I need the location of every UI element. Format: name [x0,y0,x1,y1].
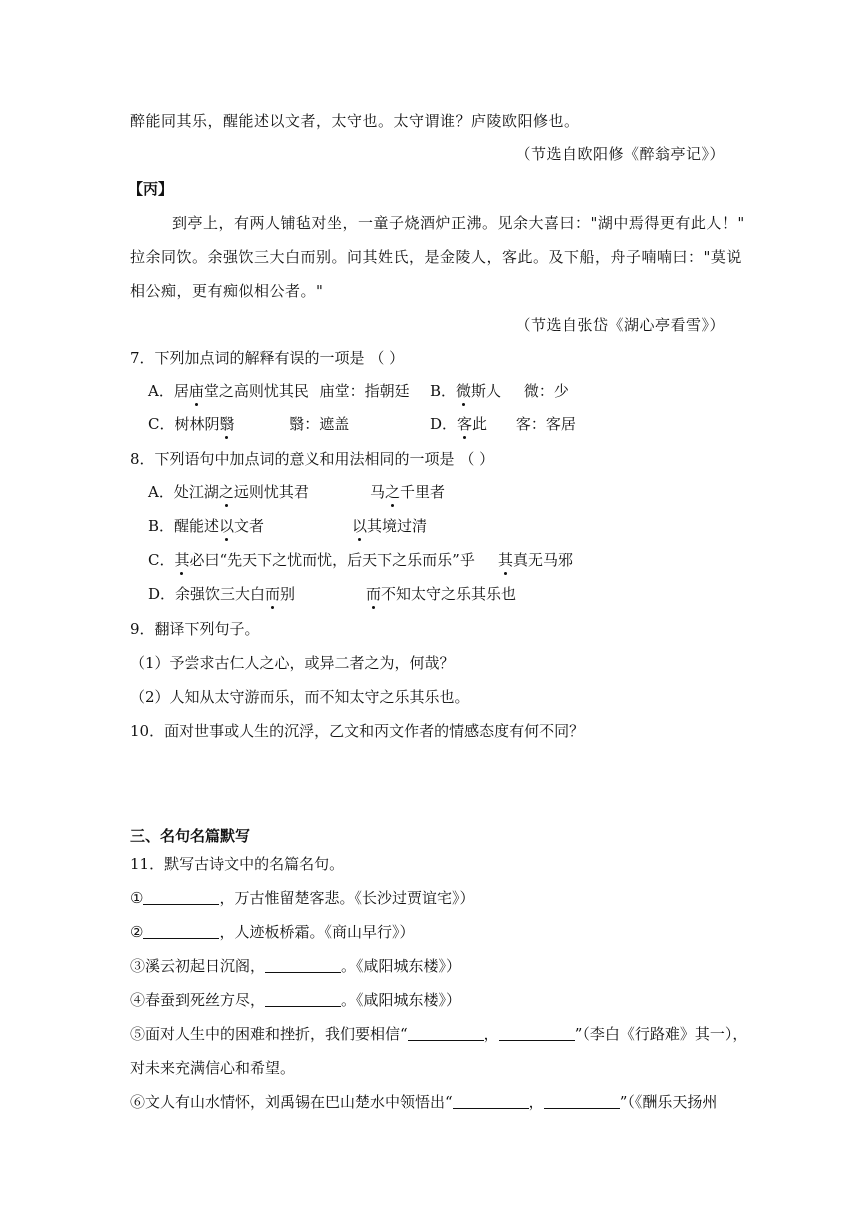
q7-stem: 7．下列加点词的解释有误的一项是 （ ） [130,349,405,367]
q9-stem: 9．翻译下列句子。 [130,620,260,638]
passage-bing-source: （节选自张岱《湖心亭看雪》） [515,316,725,334]
q11-item-1: ① ，万古惟留楚客悲。《长沙过贾谊宅》） [130,889,475,907]
dotted-char: 庙 [188,382,204,400]
q8-option-a: A．处江湖之远则忧其君 [148,483,309,501]
q11-item-4: ④春蚕到死丝方尽， 。《咸阳城东楼》） [130,991,462,1009]
dotted-char: 而 [265,585,281,603]
dotted-char: 其 [498,551,514,569]
q11-stem: 11．默写古诗文中的名篇名句。 [130,855,345,873]
answer-blank[interactable] [544,1094,620,1109]
dotted-char: 而 [366,585,382,603]
q8-option-b-compare: 以其境过清 [352,517,428,535]
dotted-char: 翳 [219,415,235,433]
q8-option-a-compare: 马之千里者 [370,483,446,501]
q11-item-3: ③溪云初起日沉阁， 。《咸阳城东楼》） [130,957,462,975]
passage-bing-line1: 到亭上，有两人铺毡对坐，一童子烧酒炉正沸。见余大喜曰："湖中焉得更有此人！" [172,214,745,232]
q8-option-c-compare: 其真无马邪 [498,551,574,569]
q11-item-2: ② ，人迹板桥霜。《商山早行》） [130,923,415,941]
q8-option-b: B．醒能述以文者 [148,517,265,535]
passage-bing-line2: 拉余同饮。余强饮三大白而别。问其姓氏，是金陵人，客此。及下船，舟子喃喃曰："莫说 [130,248,742,266]
q8-option-d-compare: 而不知太守之乐其乐也 [366,585,517,603]
q11-item-5: ⑤面对人生中的困难和挫折，我们要相信“ ， ”（李白《行路难》其一）， [130,1025,748,1043]
answer-blank[interactable] [143,924,219,939]
passage-yi-source: （节选自欧阳修《醉翁亭记》） [515,145,725,163]
q7-option-c: C．树林阴翳 翳：遮盖 [148,415,350,433]
section-3-title: 三、名句名篇默写 [130,827,251,845]
dotted-char: 其 [174,551,190,569]
passage-yi-last-line: 醉能同其乐，醒能述以文者，太守也。太守谓谁？庐陵欧阳修也。 [130,112,580,130]
q8-option-d: D．余强饮三大白而别 [148,585,296,603]
answer-blank[interactable] [143,890,219,905]
q7-option-b: B．微斯人 微：少 [430,382,569,400]
dotted-char: 以 [352,517,368,535]
answer-blank[interactable] [499,1026,575,1041]
answer-blank[interactable] [408,1026,484,1041]
answer-blank[interactable] [265,992,341,1007]
passage-bing-label: 【丙】 [128,180,174,198]
q9-sentence-2: （2）人知从太守游而乐，而不知太守之乐其乐也。 [130,688,470,706]
q11-item-6: ⑥文人有山水情怀，刘禹锡在巴山楚水中领悟出“ ， ”（《酬乐天扬州 [130,1093,718,1111]
answer-blank[interactable] [453,1094,529,1109]
q8-stem: 8．下列语句中加点词的意义和用法相同的一项是 （ ） [130,450,495,468]
q9-sentence-1: （1）予尝求古仁人之心，或异二者之为，何哉？ [130,654,455,672]
q10-stem: 10．面对世事或人生的沉浮，乙文和丙文作者的情感态度有何不同？ [130,722,585,740]
dotted-char: 微 [456,382,472,400]
q7-option-d: D．客此 客：客居 [430,415,576,433]
q8-option-c: C．其必曰“先天下之忧而忧，后天下之乐而乐”乎 [148,551,475,569]
passage-bing-line3: 相公痴，更有痴似相公者。" [130,282,324,300]
dotted-char: 以 [219,517,235,535]
dotted-char: 之 [218,483,234,501]
dotted-char: 之 [385,483,401,501]
answer-blank[interactable] [265,958,341,973]
dotted-char: 客 [457,415,473,433]
q11-item-5-cont: 对未来充满信心和希望。 [130,1059,296,1077]
q7-option-a: A．居庙堂之高则忧其民 庙堂：指朝廷 [148,382,410,400]
